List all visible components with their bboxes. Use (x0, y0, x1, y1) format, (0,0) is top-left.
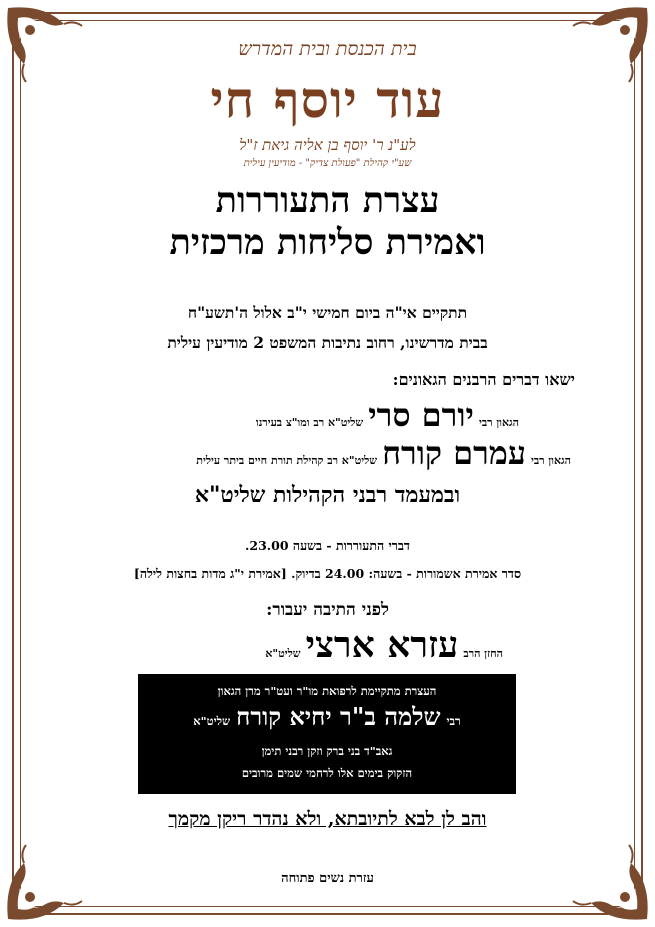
event-location: בבית מדרשינו, רחוב נתיבות המשפט 2 מודיעין עילית (167, 333, 488, 352)
speaker-title: הגאון רבי (530, 454, 571, 467)
dedication-box (138, 674, 516, 794)
dedication-line-1: העצרת מתקיימת לרפואת מו"ר ועט"ר מרן הגאון (217, 684, 437, 698)
community-line: שע"י קהילת "פעולת צדיק" - מודיעין עילית (243, 158, 412, 169)
speaker-title: הגאון רבי (478, 416, 519, 429)
closing-quote: והב לן לבא לתיובתא, ולא נהדר ריקן מקמך (168, 808, 487, 830)
awakening-time: דברי התעוררות - בשעה 23.00. (245, 538, 410, 553)
cantor-intro: לפני התיבה יעבור: (266, 600, 389, 620)
dedication-line-3: גאב"ד בני ברק וזקן רבני תימן (261, 744, 393, 758)
cantor-name: עזרא ארצי (305, 624, 459, 666)
dedication-name-row (138, 702, 516, 732)
synagogue-name: עוד יוסף חי (210, 70, 445, 129)
speaker-row (256, 396, 519, 434)
dedication-line-4: הזקוק בימים אלו לרחמי שמים מרובים (241, 766, 413, 780)
speaker-role: שליט"א רב קהילת תורת חיים ביתר עילית (196, 454, 378, 467)
headline-line-2: ואמירת סליחות מרכזית (169, 222, 486, 263)
cantor-title: החזן הרב (463, 647, 503, 660)
headline-line-1: עצרת התעוררות (215, 180, 440, 221)
speaker-row (196, 434, 571, 472)
dedication-name: שלמה ב"ר יחיא קורח (236, 702, 441, 731)
cantor-row (265, 624, 503, 666)
memorial-line: לע"נ ר' יוסף בן אליה גיאת ז"ל (239, 136, 416, 154)
synagogue-pre-title: בית הכנסת ובית המדרש (238, 38, 417, 60)
dedication-title: רבי (446, 714, 461, 728)
womens-section-note: עזרת נשים פתוחה (281, 871, 374, 886)
rabbis-presence-line: ובמעמד רבני הקהילות שליט"א (194, 482, 461, 508)
selichot-time: סדר אמירת אשמורות - בשעה: 24.00 בדיוק. [אמירת י"ג מדות בחצות לילה] (133, 566, 522, 581)
speaker-name: יורם סרי (368, 396, 474, 434)
speaker-role: שליט"א רב ומו"צ בעירנו (255, 416, 364, 429)
speaker-name: עמרם קורח (382, 434, 526, 472)
event-date: תתקיים אי"ה ביום חמישי י"ב אלול ה'תשע"ח (187, 303, 468, 322)
dedication-honorific: שליט"א (193, 714, 231, 728)
cantor-honorific: שליט"א (265, 647, 301, 660)
speakers-intro: ישאו דברים הרבנים הגאונים: (392, 370, 575, 389)
